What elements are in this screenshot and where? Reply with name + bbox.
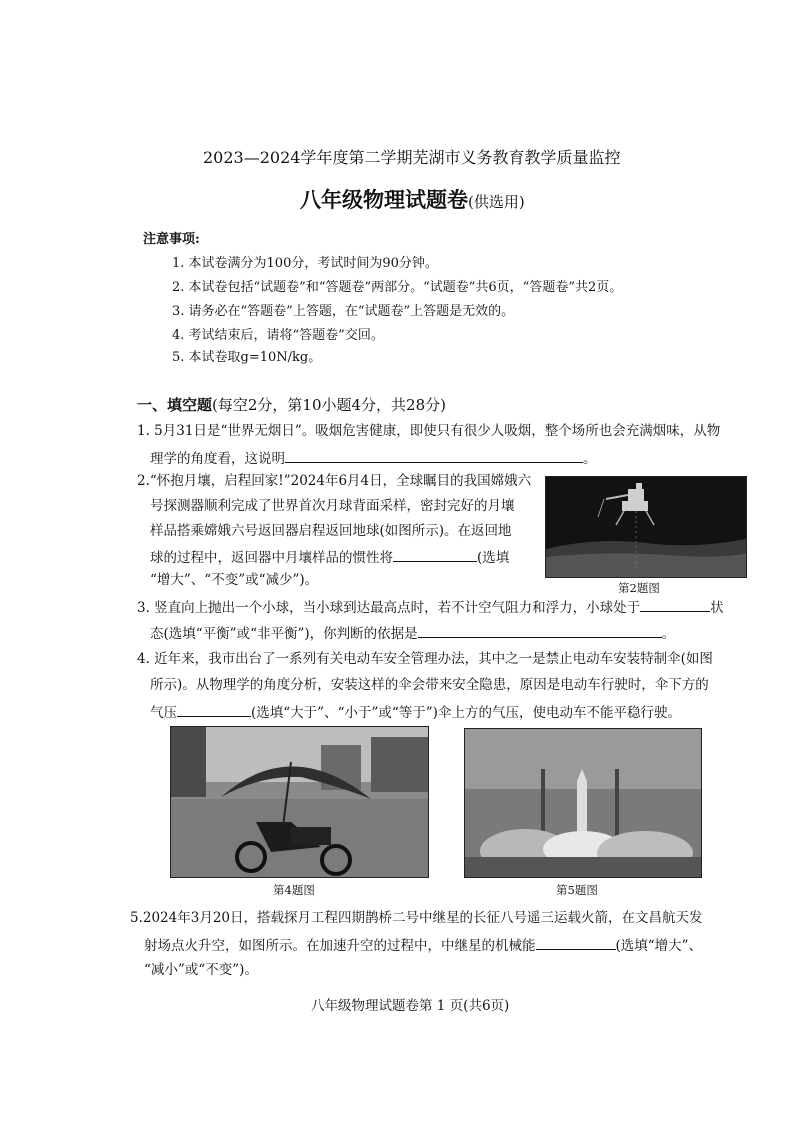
ebike-umbrella-image (171, 727, 428, 877)
subtitle-main: 八年级物理试题卷 (300, 188, 468, 212)
q5-text: 射场点火升空，如图所示。在加速升空的过程中，中继星的机械能 (144, 938, 536, 954)
q3-reason-blank[interactable] (418, 623, 662, 638)
note-item-2: 2. 本试卷包括“试题卷”和“答题卷”两部分。“试题卷”共6页，“答题卷”共2页。 (172, 280, 623, 295)
note-item-5: 5. 本试卷取g=10N/kg。 (172, 350, 322, 365)
section-heading-title: 一、填空题 (137, 396, 213, 414)
q4-caption: 第4题图 (273, 883, 315, 897)
q1-line-2 (150, 448, 597, 469)
rocket-launch-photo (464, 728, 702, 878)
q5-line-3: “减小”或“不变”)。 (144, 962, 258, 978)
q2-line-1: 2.“怀抱月壤，启程回家!”2024年6月4日，全球瞩目的我国嫦娥六 (137, 473, 532, 489)
lunar-lander-image (546, 477, 746, 577)
q5-answer-blank[interactable] (536, 935, 616, 950)
q1-line-1: 1. 5月31日是“世界无烟日”。吸烟危害健康，即使只有很少人吸烟，整个场所也会充满烟味，从物 (137, 423, 721, 439)
lunar-lander-photo (545, 476, 747, 578)
subtitle-note: (供选用) (468, 193, 525, 211)
q5-caption: 第5题图 (556, 883, 598, 897)
q4-text: 气压 (150, 705, 177, 721)
page-footer: 八年级物理试题卷第 1 页(共6页) (311, 998, 510, 1014)
q2-line-3: 样品搭乘嫦娥六号返回器启程返回地球(如图所示)。在返回地 (150, 523, 512, 539)
section-heading (137, 396, 446, 415)
q2-line-5: “增大”、“不变”或“减少”)。 (150, 572, 319, 588)
q2-answer-blank[interactable] (393, 547, 477, 562)
q4-line-3 (150, 702, 681, 723)
q1-end: 。 (583, 451, 597, 467)
q5-text-end: (选填“增大”、 (615, 938, 703, 954)
notes-heading: 注意事项: (143, 232, 200, 247)
exam-title: 2023—2024学年度第二学期芜湖市义务教育教学质量监控 (203, 148, 621, 167)
q1-answer-blank[interactable] (285, 448, 583, 463)
ebike-umbrella-photo (170, 726, 429, 878)
q2-text: 球的过程中，返回器中月壤样品的惯性将 (150, 550, 393, 566)
q2-text-end: (选填 (477, 550, 510, 566)
q3-text-tail: 状 (710, 600, 724, 616)
q2-line-4 (150, 547, 509, 568)
q5-line-1: 5.2024年3月20日，搭载探月工程四期鹊桥二号中继星的长征八号遥三运载火箭，在文昌航天发 (130, 910, 703, 926)
q5-line-2 (144, 935, 702, 956)
q4-answer-blank[interactable] (177, 702, 251, 717)
q3-line-1 (137, 597, 724, 618)
q3-line-2 (150, 623, 675, 644)
q4-line-2: 所示)。从物理学的角度分析，安装这样的伞会带来安全隐患，原因是电动车行驶时，伞下方的 (150, 677, 709, 693)
q3-end: 。 (661, 626, 676, 642)
note-item-1: 1. 本试卷满分为100分，考试时间为90分钟。 (172, 256, 438, 271)
section-heading-note: (每空2分，第10小题4分，共28分) (212, 396, 446, 414)
q4-text-end: (选填“大于”、“小于”或“等于”)伞上方的气压，使电动车不能平稳行驶。 (251, 705, 681, 721)
q3-text: 3. 竖直向上抛出一个小球，当小球到达最高点时，若不计空气阻力和浮力，小球处于 (137, 600, 641, 616)
exam-subtitle (300, 184, 525, 214)
q3-state-blank[interactable] (640, 597, 710, 612)
note-item-4: 4. 考试结束后，请将“答题卷”交回。 (172, 328, 384, 343)
rocket-launch-image (465, 729, 701, 877)
q2-line-2: 号探测器顺利完成了世界首次月球背面采样，密封完好的月壤 (150, 498, 515, 514)
q4-line-1: 4. 近年来，我市出台了一系列有关电动车安全管理办法，其中之一是禁止电动车安装特制伞(如图 (137, 651, 713, 667)
q1-text: 理学的角度看，这说明 (150, 451, 285, 467)
note-item-3: 3. 请务必在“答题卷”上答题，在“试题卷”上答题是无效的。 (172, 304, 515, 319)
q3-reason-text: 态(选填“平衡”或“非平衡”)，你判断的依据是 (150, 626, 418, 642)
q2-caption: 第2题图 (618, 581, 660, 595)
